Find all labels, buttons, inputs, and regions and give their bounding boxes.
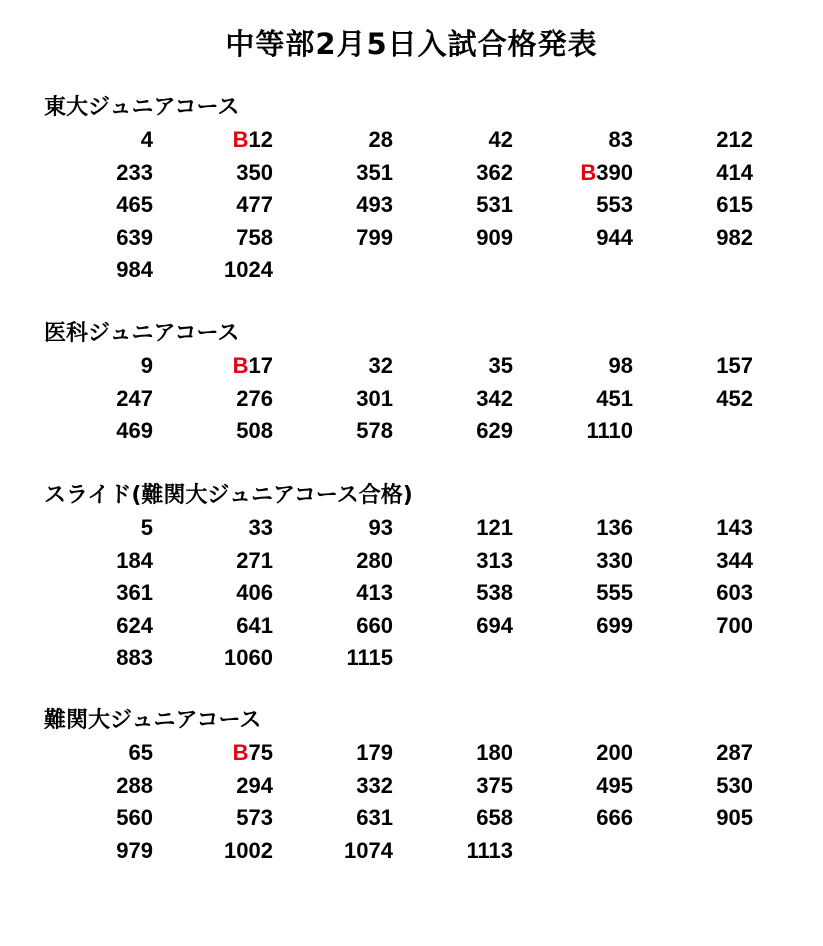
course-prefix: B [580, 159, 597, 185]
applicant-number [644, 383, 764, 416]
number-row [44, 802, 784, 835]
applicant-number [404, 610, 524, 643]
number-value: 477 [236, 192, 273, 217]
applicant-number [524, 545, 644, 578]
applicant-number [164, 222, 284, 255]
number-value: 641 [236, 612, 273, 638]
number-value: 301 [356, 385, 393, 411]
number-value: 83 [608, 127, 633, 152]
applicant-number [404, 545, 524, 578]
applicant-number [164, 350, 284, 383]
applicant-number [644, 350, 764, 383]
applicant-number [164, 642, 284, 675]
number-value: 573 [236, 805, 273, 830]
applicant-number [404, 222, 524, 255]
applicant-number [404, 124, 524, 157]
number-value: 578 [356, 418, 393, 443]
number-value: 615 [716, 192, 753, 217]
applicant-number [44, 222, 164, 255]
number-value: 469 [116, 418, 153, 443]
number-value: 758 [236, 224, 273, 250]
number-value: 287 [716, 740, 753, 765]
applicant-number [164, 254, 284, 287]
number-value: 350 [236, 159, 273, 185]
applicant-number [404, 577, 524, 610]
number-value: 883 [116, 645, 153, 670]
number-value: 1074 [344, 837, 393, 863]
number-row [44, 350, 784, 383]
number-value: 332 [356, 772, 393, 798]
number-value: 184 [116, 547, 153, 573]
number-value: 799 [356, 224, 393, 250]
applicant-number [284, 545, 404, 578]
applicant-number [44, 545, 164, 578]
applicant-number [44, 157, 164, 190]
number-value: 271 [236, 547, 273, 573]
number-value: 361 [116, 580, 153, 605]
applicant-number [284, 157, 404, 190]
number-row [44, 545, 784, 578]
applicant-number [404, 512, 524, 545]
applicant-number [524, 577, 644, 610]
number-value: 212 [716, 127, 753, 152]
applicant-number [284, 770, 404, 803]
number-row [44, 610, 784, 643]
number-value: 33 [248, 515, 273, 540]
applicant-number [164, 124, 284, 157]
applicant-number [164, 737, 284, 770]
number-value: 143 [716, 515, 753, 540]
number-value: 342 [476, 385, 513, 411]
number-value: 32 [368, 353, 393, 378]
applicant-number [524, 383, 644, 416]
applicant-number [644, 577, 764, 610]
applicant-number [44, 415, 164, 448]
number-value: 375 [476, 772, 513, 798]
number-value: 493 [356, 192, 393, 217]
course-prefix: B [232, 740, 249, 765]
number-row [44, 415, 784, 448]
applicant-number [284, 415, 404, 448]
number-value: 17 [248, 353, 273, 378]
number-value: 5 [140, 515, 153, 540]
applicant-number [44, 350, 164, 383]
section-heading: 難関大ジュニアコース [44, 708, 262, 733]
applicant-number [404, 737, 524, 770]
applicant-number [524, 157, 644, 190]
applicant-number [284, 124, 404, 157]
applicant-number [44, 610, 164, 643]
number-row [44, 835, 784, 868]
number-value: 979 [116, 837, 153, 863]
number-value: 75 [248, 740, 273, 765]
number-row [44, 157, 784, 190]
number-value: 93 [368, 515, 393, 540]
applicant-number [404, 770, 524, 803]
applicant-number [524, 737, 644, 770]
number-value: 233 [116, 159, 153, 185]
section-nankandai-junior [44, 705, 784, 867]
number-value: 1110 [586, 418, 633, 443]
applicant-number [164, 835, 284, 868]
number-row [44, 124, 784, 157]
number-row [44, 254, 784, 287]
number-row [44, 737, 784, 770]
applicant-number [44, 802, 164, 835]
applicant-number [524, 415, 644, 448]
number-value: 639 [116, 224, 153, 250]
number-row [44, 770, 784, 803]
number-value: 179 [356, 740, 393, 765]
applicant-number [644, 802, 764, 835]
number-value: 694 [476, 612, 513, 638]
applicant-number [284, 610, 404, 643]
applicant-number [44, 383, 164, 416]
number-value: 624 [116, 612, 153, 638]
applicant-number [524, 610, 644, 643]
number-value: 28 [368, 127, 393, 152]
number-grid [44, 737, 784, 867]
applicant-number [284, 835, 404, 868]
number-row [44, 512, 784, 545]
number-value: 351 [356, 159, 393, 185]
applicant-number [164, 415, 284, 448]
applicant-number [524, 222, 644, 255]
applicant-number [644, 610, 764, 643]
number-row [44, 642, 784, 675]
section-heading: スライド(難関大ジュニアコース合格) [44, 483, 413, 508]
applicant-number [164, 545, 284, 578]
number-value: 65 [128, 740, 153, 765]
applicant-number [164, 512, 284, 545]
number-value: 157 [716, 353, 753, 378]
number-value: 699 [596, 612, 633, 638]
course-prefix: B [232, 127, 249, 152]
applicant-number [644, 124, 764, 157]
number-value: 4 [140, 127, 153, 152]
number-value: 12 [248, 127, 273, 152]
number-value: 344 [716, 547, 753, 573]
section-heading: 医科ジュニアコース [44, 321, 240, 346]
applicant-number [284, 512, 404, 545]
number-value: 200 [596, 740, 633, 765]
applicant-number [644, 157, 764, 190]
applicant-number [44, 642, 164, 675]
applicant-number [164, 770, 284, 803]
number-value: 909 [476, 224, 513, 250]
applicant-number [524, 189, 644, 222]
number-value: 330 [596, 547, 633, 573]
number-value: 495 [596, 772, 633, 798]
applicant-number [644, 770, 764, 803]
number-value: 1060 [224, 645, 273, 670]
page-title: 中等部2月5日入試合格発表 [225, 27, 598, 61]
applicant-number [44, 835, 164, 868]
number-value: 451 [596, 385, 633, 411]
number-value: 452 [716, 385, 753, 411]
number-value: 362 [476, 159, 513, 185]
applicant-number [44, 254, 164, 287]
applicant-number [284, 577, 404, 610]
applicant-number [404, 802, 524, 835]
applicant-number [404, 157, 524, 190]
applicant-number [644, 545, 764, 578]
number-value: 390 [596, 159, 633, 185]
number-value: 984 [116, 257, 153, 282]
applicant-number [284, 737, 404, 770]
number-value: 538 [476, 580, 513, 605]
course-prefix: B [232, 353, 249, 378]
number-value: 413 [356, 580, 393, 605]
section-ika-junior [44, 318, 784, 448]
number-value: 944 [596, 224, 633, 250]
applicant-number [404, 189, 524, 222]
applicant-number [404, 835, 524, 868]
applicant-number [164, 610, 284, 643]
number-value: 603 [716, 580, 753, 605]
number-grid [44, 350, 784, 448]
number-value: 700 [716, 612, 753, 638]
number-value: 629 [476, 418, 513, 443]
applicant-number [284, 350, 404, 383]
applicant-number [284, 642, 404, 675]
applicant-number [44, 512, 164, 545]
applicant-number [164, 189, 284, 222]
applicant-number [284, 222, 404, 255]
applicant-number [44, 737, 164, 770]
number-value: 414 [716, 159, 753, 185]
applicant-number [524, 124, 644, 157]
number-value: 508 [236, 418, 273, 443]
section-todai-junior [44, 92, 784, 287]
number-value: 905 [716, 805, 753, 830]
number-value: 631 [356, 805, 393, 830]
number-value: 1024 [224, 257, 273, 282]
number-value: 121 [476, 515, 513, 540]
number-value: 560 [116, 805, 153, 830]
number-row [44, 383, 784, 416]
number-value: 465 [116, 192, 153, 217]
number-grid [44, 124, 784, 287]
applicant-number [524, 770, 644, 803]
number-value: 136 [596, 515, 633, 540]
number-value: 555 [596, 580, 633, 605]
number-value: 294 [236, 772, 273, 798]
number-value: 42 [488, 127, 513, 152]
applicant-number [524, 802, 644, 835]
applicant-number [284, 383, 404, 416]
applicant-number [404, 350, 524, 383]
section-heading: 東大ジュニアコース [44, 95, 240, 120]
applicant-number [404, 415, 524, 448]
applicant-number [44, 770, 164, 803]
applicant-number [164, 157, 284, 190]
number-value: 1115 [346, 645, 393, 670]
number-value: 276 [236, 385, 273, 411]
number-value: 313 [476, 547, 513, 573]
applicant-number [284, 189, 404, 222]
number-value: 180 [476, 740, 513, 765]
number-value: 406 [236, 580, 273, 605]
number-value: 280 [356, 547, 393, 573]
applicant-number [644, 222, 764, 255]
applicant-number [644, 737, 764, 770]
number-value: 530 [716, 772, 753, 798]
number-value: 658 [476, 805, 513, 830]
section-slide [44, 480, 784, 675]
applicant-number [644, 189, 764, 222]
number-value: 9 [140, 353, 153, 378]
applicant-number [524, 512, 644, 545]
number-row [44, 577, 784, 610]
number-value: 35 [488, 353, 513, 378]
number-grid [44, 512, 784, 675]
number-value: 98 [608, 353, 633, 378]
number-value: 660 [356, 612, 393, 638]
number-value: 247 [116, 385, 153, 411]
applicant-number [524, 350, 644, 383]
applicant-number [44, 124, 164, 157]
number-value: 666 [596, 805, 633, 830]
applicant-number [164, 383, 284, 416]
number-row [44, 222, 784, 255]
number-value: 1113 [466, 837, 513, 863]
number-value: 531 [476, 192, 513, 217]
applicant-number [44, 577, 164, 610]
applicant-number [44, 189, 164, 222]
applicant-number [164, 577, 284, 610]
applicant-number [284, 802, 404, 835]
number-row [44, 189, 784, 222]
number-value: 982 [716, 224, 753, 250]
applicant-number [164, 802, 284, 835]
applicant-number [404, 383, 524, 416]
number-value: 1002 [224, 837, 273, 863]
applicant-number [644, 512, 764, 545]
number-value: 553 [596, 192, 633, 217]
number-value: 288 [116, 772, 153, 798]
